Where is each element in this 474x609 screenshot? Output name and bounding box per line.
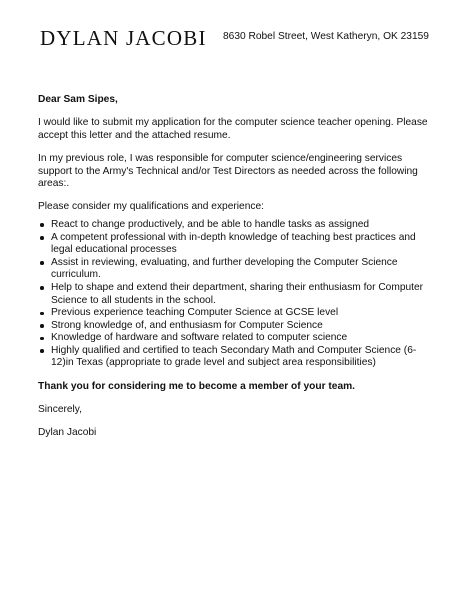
- list-item: A competent professional with in-depth knowledge of teaching best practices and legal educational processes: [38, 232, 438, 257]
- list-item: Knowledge of hardware and software related to computer science: [38, 332, 438, 345]
- closing: Sincerely,: [38, 403, 82, 415]
- letter-body: [38, 94, 438, 450]
- list-item: Previous experience teaching Computer Science at GCSE level: [38, 307, 438, 320]
- list-item: Assist in reviewing, evaluating, and further developing the Computer Science curriculum.: [38, 257, 438, 282]
- intro-paragraph: I would like to submit my application for the computer science teacher opening. Please accept this letter and the attached resume.: [38, 117, 428, 141]
- letterhead: [40, 26, 440, 50]
- signature-name: Dylan Jacobi: [38, 427, 97, 439]
- qualifications-intro: Please consider my qualifications and experience:: [38, 201, 264, 213]
- salutation: Dear Sam Sipes,: [38, 94, 118, 105]
- list-item: React to change productively, and be able to handle tasks as assigned: [38, 219, 438, 232]
- previous-role-paragraph: In my previous role, I was responsible for computer science/engineering services support to the Army's Technical and/or Test Directors as needed across the following areas:.: [38, 152, 418, 190]
- list-item: Strong knowledge of, and enthusiasm for Computer Science: [38, 320, 438, 333]
- thank-you-line: Thank you for considering me to become a member of your team.: [38, 380, 356, 392]
- list-item: Help to shape and extend their department, sharing their enthusiasm for Computer Science to all students in the school.: [38, 282, 438, 307]
- list-item: Highly qualified and certified to teach Secondary Math and Computer Science (6-12)in Texas (appropriate to grade level and subject area responsibilities): [38, 345, 438, 370]
- qualifications-list: [38, 219, 438, 370]
- applicant-name: DYLAN JACOBI: [40, 26, 207, 50]
- applicant-address: 8630 Robel Street, West Katheryn, OK 23159: [223, 31, 429, 42]
